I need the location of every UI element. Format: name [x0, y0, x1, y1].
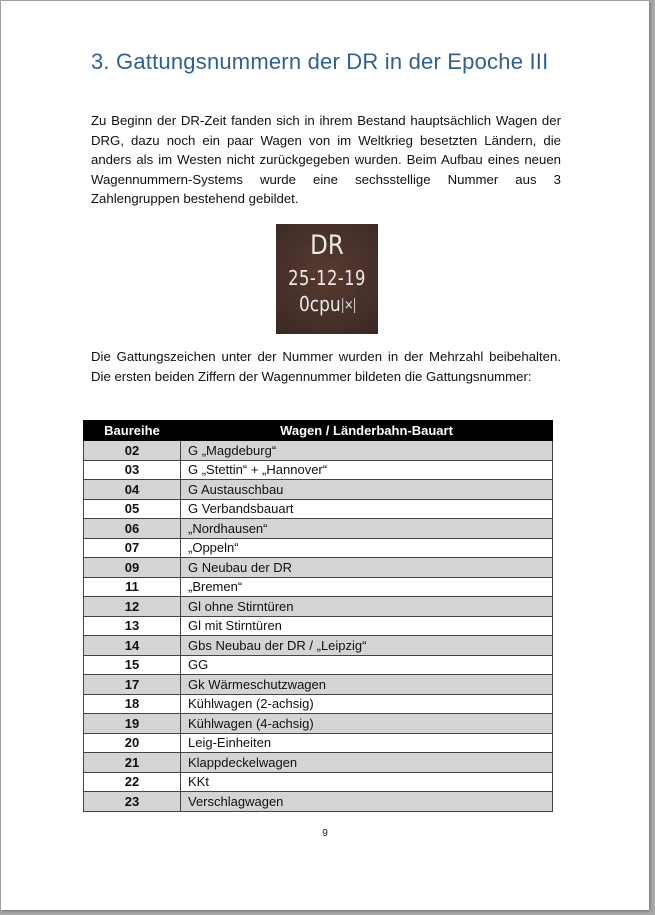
table-row — [84, 499, 553, 519]
page-number: 9 — [322, 828, 328, 839]
row-number-cell: 07 — [84, 538, 181, 558]
table-row — [84, 636, 553, 656]
table-row — [84, 597, 553, 617]
photo-line-number: 25-12-19 — [288, 266, 366, 290]
row-description-cell: Gl mit Stirntüren — [181, 616, 553, 636]
row-description-cell: GG — [181, 655, 553, 675]
row-description-cell: Gk Wärmeschutzwagen — [181, 675, 553, 695]
row-number-cell: 12 — [84, 597, 181, 617]
intro-paragraph: Zu Beginn der DR-Zeit fanden sich in ihrem Bestand hauptsächlich Wagen der DRG, dazu noch ein paar Wagen von im Weltkrieg besetzten Ländern, die anders als im Westen nicht zurückgegeben wurden. Beim Aufbau eines neuen Wagennummern-Systems wurde eine sechsstellige Nummer aus 3 Zahlengruppen bestehend gebildet. — [91, 113, 561, 207]
row-description-cell: G Austauschbau — [181, 480, 553, 500]
row-number-cell: 23 — [84, 792, 181, 812]
page-heading: 3. Gattungsnummern der DR in der Epoche III — [91, 49, 549, 74]
table-row — [84, 733, 553, 753]
row-description-cell: KKt — [181, 772, 553, 792]
row-number-cell: 06 — [84, 519, 181, 539]
row-number-cell: 21 — [84, 753, 181, 773]
row-description-cell: Verschlagwagen — [181, 792, 553, 812]
row-number-cell: 19 — [84, 714, 181, 734]
row-number-cell: 02 — [84, 441, 181, 461]
row-description-cell: G „Stettin“ + „Hannover“ — [181, 460, 553, 480]
header-wagen: Wagen / Länderbahn-Bauart — [181, 421, 553, 441]
row-description-cell: Gl ohne Stirntüren — [181, 597, 553, 617]
row-description-cell: Kühlwagen (4-achsig) — [181, 714, 553, 734]
row-description-cell: „Oppeln“ — [181, 538, 553, 558]
table-body — [84, 441, 553, 812]
row-description-cell: Gbs Neubau der DR / „Leipzig“ — [181, 636, 553, 656]
table-row — [84, 460, 553, 480]
table-row — [84, 792, 553, 812]
row-number-cell: 20 — [84, 733, 181, 753]
table-row — [84, 655, 553, 675]
row-description-cell: Kühlwagen (2-achsig) — [181, 694, 553, 714]
row-number-cell: 15 — [84, 655, 181, 675]
row-description-cell: G Neubau der DR — [181, 558, 553, 578]
row-description-cell: Klappdeckelwagen — [181, 753, 553, 773]
table-row — [84, 616, 553, 636]
photo-line-dr: DR — [310, 230, 344, 261]
table-row — [84, 714, 553, 734]
row-number-cell: 22 — [84, 772, 181, 792]
table-row — [84, 480, 553, 500]
photo-class-text: 0cpu — [298, 292, 341, 316]
row-number-cell: 18 — [84, 694, 181, 714]
row-number-cell: 11 — [84, 577, 181, 597]
row-number-cell: 14 — [84, 636, 181, 656]
table-row — [84, 558, 553, 578]
table-row — [84, 538, 553, 558]
row-number-cell: 17 — [84, 675, 181, 695]
wagon-number-photo — [276, 224, 378, 334]
table-row — [84, 753, 553, 773]
table-row — [84, 694, 553, 714]
row-number-cell: 03 — [84, 460, 181, 480]
photo-line-class — [284, 292, 371, 316]
table-row — [84, 441, 553, 461]
table-row — [84, 675, 553, 695]
table-row — [84, 772, 553, 792]
row-description-cell: G Verbandsbauart — [181, 499, 553, 519]
second-paragraph: Die Gattungszeichen unter der Nummer wurden in der Mehrzahl beibehalten. Die ersten beiden Ziffern der Wagennummer bildeten die Gattungsnummer: — [91, 349, 561, 384]
header-baureihe: Baureihe — [84, 421, 181, 441]
document-page — [1, 1, 649, 910]
row-description-cell: „Nordhausen“ — [181, 519, 553, 539]
table-row — [84, 519, 553, 539]
row-description-cell: Leig-Einheiten — [181, 733, 553, 753]
row-description-cell: „Bremen“ — [181, 577, 553, 597]
row-number-cell: 05 — [84, 499, 181, 519]
photo-class-box: × — [344, 298, 354, 313]
row-description-cell: G „Magdeburg“ — [181, 441, 553, 461]
class-number-table — [83, 420, 553, 812]
table-row — [84, 577, 553, 597]
row-number-cell: 04 — [84, 480, 181, 500]
row-number-cell: 09 — [84, 558, 181, 578]
table-header-row — [84, 421, 553, 441]
row-number-cell: 13 — [84, 616, 181, 636]
